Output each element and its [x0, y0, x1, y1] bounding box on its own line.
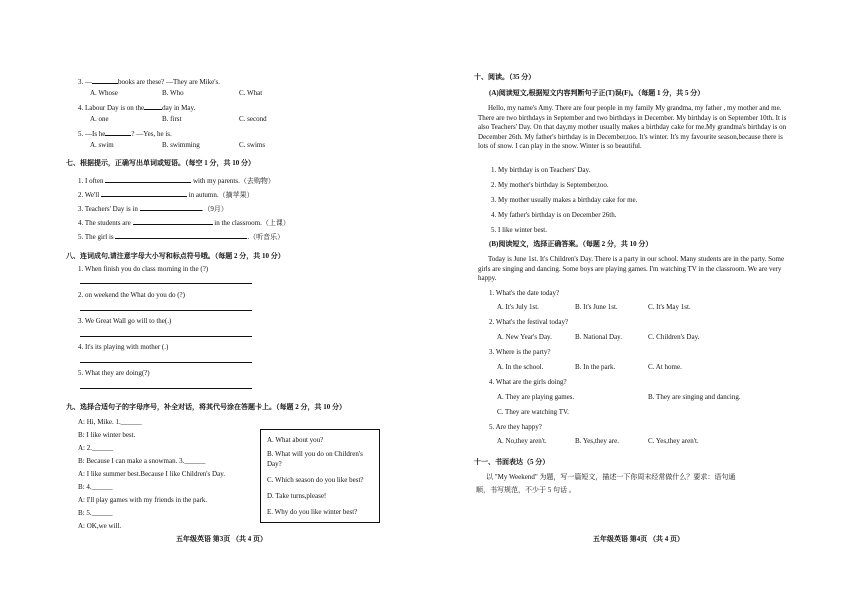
option-c[interactable]: C. What	[239, 89, 263, 97]
option-b[interactable]: B. It's June 1st.	[575, 303, 618, 311]
mc-question-5: 5. Are they happy?	[489, 423, 542, 431]
option-c[interactable]: C. second	[239, 115, 267, 123]
answer-line[interactable]	[80, 362, 252, 363]
word-order-item-4: 4. It's its playing with mother (.)	[78, 343, 169, 351]
section-9-title: 九、选择合适句子的字母序号，补全对话，将其代号涂在答题卡上。（每题 2 分，共 10 分）	[66, 403, 346, 411]
dialog-line: B: I like winter best.	[78, 431, 136, 439]
tf-item-2: 2. My mother's birthday is September,too.	[491, 181, 609, 189]
dialog-line: A: 2.______	[78, 444, 113, 452]
option-c[interactable]: C. It's May 1st.	[648, 303, 691, 311]
word-order-item-5: 5. What they are doing(?)	[78, 369, 150, 377]
part-a-title: (A)阅读短文,根据短文内容判断句子正(T)误(F)。（每题 1 分，共 5 分）	[489, 89, 705, 97]
dialog-line: B: 4.______	[78, 483, 113, 491]
dialog-line: A: Hi, Mike. 1.______	[78, 418, 142, 426]
tf-item-1: 1. My birthday is on Teachers' Day.	[491, 166, 591, 174]
answer-blank[interactable]	[133, 217, 213, 225]
answer-blank[interactable]	[101, 189, 187, 197]
dialog-line: A: OK,we will.	[78, 522, 122, 530]
option-b[interactable]: B. National Day.	[575, 333, 622, 341]
dialog-line: B: 5.______	[78, 509, 113, 517]
part-b-passage: Today is June 1st. It's Children's Day. There is a party in our school. Many students are in the party. Some girls are singing and dancing. Some boys are playing games. I'm watching TV in the classroom. We are very happy.	[478, 255, 785, 283]
mc-question-2: 2. What's the festival today?	[489, 318, 569, 326]
option-a[interactable]: A. No,they aren't.	[497, 437, 547, 445]
choice-c: C. Which season do you like best?	[267, 476, 364, 484]
choice-e: E. Why do you like winter best?	[267, 508, 358, 516]
option-a[interactable]: A. one	[90, 115, 109, 123]
option-c[interactable]: C. At home.	[648, 363, 682, 371]
option-b[interactable]: B. They are singing and dancing.	[648, 393, 741, 401]
mc-question-1: 1. What's the date today?	[489, 289, 560, 297]
word-order-item-1: 1. When finish you do class morning in the (?)	[78, 265, 209, 273]
fill-item-3: 3. Teachers' Day is in .（9月）	[78, 205, 228, 213]
option-a[interactable]: A. It's July 1st.	[497, 303, 539, 311]
answer-blank[interactable]	[105, 128, 131, 136]
section-7-title: 七、根据提示，正确写出单词或短语。（每空 1 分，共 10 分）	[66, 159, 255, 167]
fill-item-5: 5. The girl is .（听音乐）	[78, 233, 285, 241]
mc-question-4: 4. What are the girls doing?	[489, 378, 567, 386]
answer-blank[interactable]	[105, 175, 191, 183]
fill-item-2: 2. We'll in autumn.（摘苹果）	[78, 191, 254, 199]
question-3: 3. — books are these? —They are Mike's.	[78, 78, 220, 86]
option-b[interactable]: B. In the park.	[575, 363, 616, 371]
answer-blank[interactable]	[140, 203, 202, 211]
section-10-title: 十、阅读。（35 分）	[474, 73, 536, 81]
option-c[interactable]: C. They are watching TV.	[497, 408, 569, 416]
answer-line[interactable]	[80, 336, 252, 337]
dialog-line: A: I'll play games with my friends in the park.	[78, 496, 208, 504]
option-a[interactable]: A. New Year's Day.	[497, 333, 552, 341]
question-5: 5. —Is he ? —Yes, he is.	[78, 130, 172, 138]
option-b[interactable]: B. first	[162, 115, 182, 123]
writing-prompt-line-2: 顺，书写规范，不少于 5 句话 。	[476, 486, 576, 494]
answer-blank[interactable]	[115, 231, 247, 239]
section-11-title: 十一、书面表达（5 分）	[474, 458, 550, 466]
answer-blank[interactable]	[144, 102, 162, 110]
choices-box	[260, 429, 380, 523]
option-a[interactable]: A. Whose	[90, 89, 118, 97]
option-b[interactable]: B. Yes,they are.	[575, 437, 619, 445]
option-a[interactable]: A. They are playing games.	[497, 393, 575, 401]
writing-prompt-line-1: 以 "My Weekend" 为题，写一篇短文，描述一下你周末经常做什么？要求：语句通	[486, 473, 736, 481]
option-a[interactable]: A. swim	[90, 141, 114, 149]
tf-item-5: 5. I like winter best.	[491, 226, 547, 234]
option-c[interactable]: C. Children's Day.	[648, 333, 700, 341]
section-8-title: 八、连词成句,请注意字母大小写和标点符号哦。（每题 2 分，共 10 分）	[66, 252, 285, 260]
mc-question-3: 3. Where is the party?	[489, 348, 551, 356]
choice-b: B. What will you do on Children's Day?	[267, 450, 363, 468]
option-c[interactable]: C. Yes,they aren't.	[648, 437, 699, 445]
tf-item-4: 4. My father's birthday is on December 26th.	[491, 211, 617, 219]
fill-item-1: 1. I often with my parents.（去购物）	[78, 177, 275, 185]
part-a-passage: Hello, my name's Amy. There are four people in my family My grandma, my father , my mother and me. There are two birthdays in September and two birthdays in December. My birthday is on September 10th. It is also Teachers' Day. On that day,my mother usually makes a birthday cake for me.My grandma's birthday is on December 26th. My father's birthday is in December,too. It's winter. It's my favourite season,because there is lots of snow. I can play in the snow. Winter is so beautiful.	[478, 104, 787, 151]
choice-d: D. Take turns,please!	[267, 492, 327, 500]
word-order-item-2: 2. on weekend the What do you do (?)	[78, 291, 185, 299]
dialog-line: B: Because I can make a snowman. 3.______	[78, 457, 206, 465]
answer-line[interactable]	[80, 283, 252, 284]
part-b-title: (B)阅读短文，选择正确答案。（每题 2 分，共 10 分）	[489, 240, 653, 248]
option-b[interactable]: B. swimming	[162, 141, 200, 149]
option-b[interactable]: B. Who	[162, 89, 184, 97]
page-footer: 五年级英语 第4页 （共 4 页）	[593, 535, 684, 543]
page-footer: 五年级英语 第3页 （共 4 页）	[176, 535, 267, 543]
question-4: 4. Labour Day is on the day in May.	[78, 104, 196, 112]
option-c[interactable]: C. swims	[239, 141, 266, 149]
fill-item-4: 4. The students are in the classroom.（上课）	[78, 219, 290, 227]
option-a[interactable]: A. In the school.	[497, 363, 544, 371]
dialog-line: A: I like summer best.Because I like Children's Day.	[78, 470, 225, 478]
answer-blank[interactable]	[92, 76, 118, 84]
tf-item-3: 3. My mother usually makes a birthday cake for me.	[491, 196, 638, 204]
choice-a: A. What about you?	[267, 436, 324, 444]
word-order-item-3: 3. We Great Wall go will to the(.)	[78, 317, 172, 325]
answer-line[interactable]	[80, 388, 252, 389]
answer-line[interactable]	[80, 310, 252, 311]
